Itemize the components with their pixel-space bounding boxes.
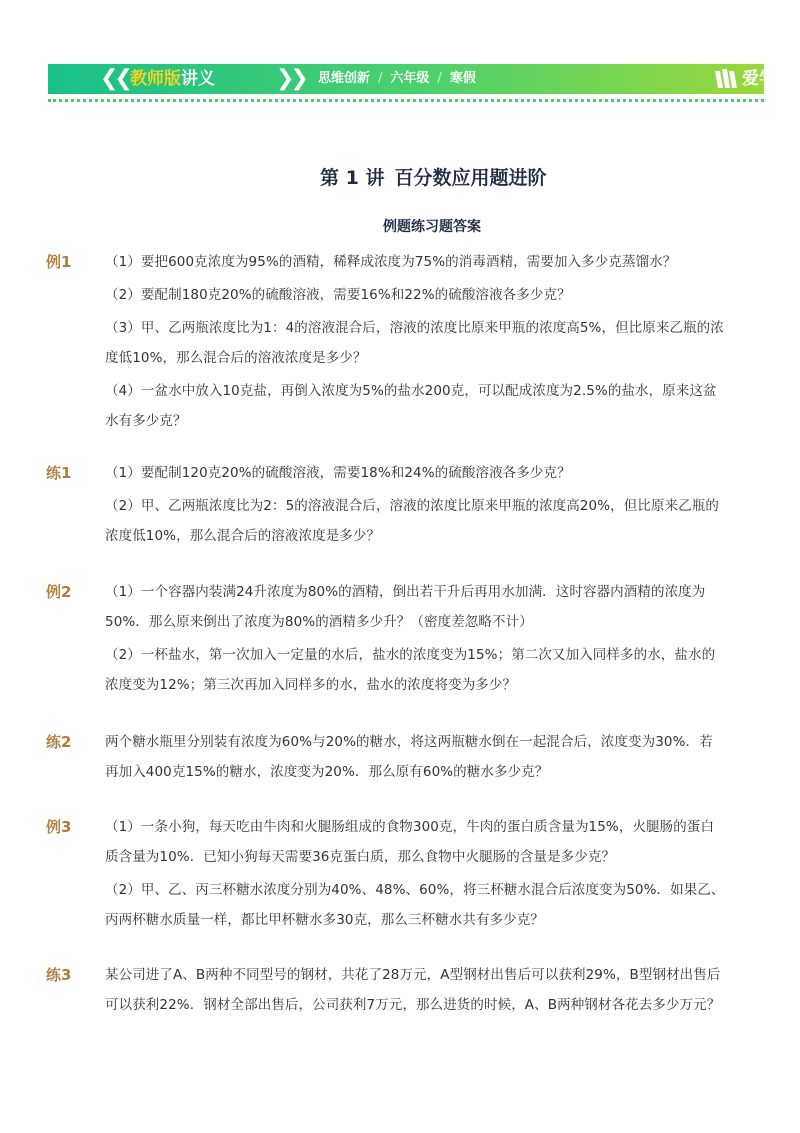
breadcrumb-item: 寒假	[449, 71, 476, 86]
breadcrumb-separator: /	[378, 71, 383, 86]
problem-paragraph: （2）一杯盐水，第一次加入一定量的水后，盐水的浓度变为15%；第二次又加入同样多的水，盐水的浓度变为12%；第三次再加入同样多的水，盐水的浓度将变为多少？	[105, 647, 716, 693]
problem-label: 练3	[46, 966, 72, 984]
problem-body	[105, 577, 726, 700]
problem-practice-2	[46, 727, 726, 787]
problem-paragraph: 某公司进了A、B两种不同型号的钢材，共花了28万元，A型钢材出售后可以获利29%，B型钢材出售后可以获利22%．钢材全部出售后，公司获利7万元，那么进货的时候，A、B两种钢材各花去多少万元？	[105, 967, 721, 1013]
problem-paragraph: （2）甲、乙、丙三杯糖水浓度分别为40%、48%、60%，将三杯糖水混合后浓度变为50%．如果乙、丙两杯糖水质量一样，都比甲杯糖水多30克，那么三杯糖水共有多少克？	[105, 882, 725, 928]
breadcrumb-item: 六年级	[390, 71, 430, 86]
page-title	[320, 163, 546, 190]
breadcrumb-item: 思维创新	[318, 71, 371, 86]
problem-body	[105, 727, 726, 787]
breadcrumb	[318, 64, 476, 94]
problem-paragraph: （2）甲、乙两瓶浓度比为2：5的溶液混合后，溶液的浓度比原来甲瓶的浓度高20%，但比原来乙瓶的浓度低10%，那么混合后的溶液浓度是多少？	[105, 498, 719, 544]
problem-label: 例1	[46, 253, 72, 271]
header-banner	[48, 64, 793, 94]
problem-label: 练2	[46, 733, 72, 751]
problem-label: 练1	[46, 464, 72, 482]
problem-paragraph: （2）要配制180克20%的硫酸溶液，需要16%和22%的硫酸溶液各多少克？	[105, 287, 571, 303]
badge-part1: 教师版	[130, 69, 181, 89]
problem-body	[105, 960, 726, 1020]
header-divider	[48, 99, 764, 102]
problem-paragraph: （3）甲、乙两瓶浓度比为1：4的溶液混合后，溶液的浓度比原来甲瓶的浓度高5%，但比原来乙瓶的浓度低10%，那么混合后的溶液浓度是多少？	[105, 320, 724, 366]
lesson-number: 第 1 讲	[320, 167, 385, 189]
double-chevron-right-icon: ❯❯	[276, 66, 305, 91]
problem-paragraph: （1）要配制120克20%的硫酸溶液，需要18%和24%的硫酸溶液各多少克？	[105, 465, 571, 481]
breadcrumb-separator: /	[437, 71, 442, 86]
problem-paragraph: （4）一盆水中放入10克盐，再倒入浓度为5%的盐水200克，可以配成浓度为2.5%的盐水，原来这盆水有多少克？	[105, 383, 717, 429]
problem-paragraph: （1）一个容器内装满24升浓度为80%的酒精，倒出若干升后再用水加满．这时容器内酒精的浓度为50%．那么原来倒出了浓度为80%的酒精多少升？（密度差忽略不计）	[105, 584, 706, 630]
problem-practice-1	[46, 458, 726, 551]
problem-body	[105, 812, 726, 935]
problem-example-2	[46, 577, 726, 700]
problem-paragraph: （1）一条小狗，每天吃由牛肉和火腿肠组成的食物300克，牛肉的蛋白质含量为15%，火腿肠的蛋白质含量为10%．已知小狗每天需要36克蛋白质，那么食物中火腿肠的含量是多少克？	[105, 819, 715, 865]
lesson-title-text: 百分数应用题进阶	[394, 167, 547, 189]
problem-paragraph: 两个糖水瓶里分别装有浓度为60%与20%的糖水，将这两瓶糖水倒在一起混合后，浓度变为30%．若再加入400克15%的糖水，浓度变为20%．那么原有60%的糖水多少克？	[105, 734, 713, 780]
problem-body	[105, 247, 726, 436]
problem-body	[105, 458, 726, 551]
problem-label: 例3	[46, 818, 72, 836]
section-subtitle: 例题练习题答案	[383, 219, 481, 235]
problem-practice-3	[46, 960, 726, 1020]
badge-part2: 讲义	[181, 69, 215, 89]
double-chevron-left-icon: ❮❮	[100, 66, 129, 91]
edition-badge	[130, 65, 215, 93]
problem-example-3	[46, 812, 726, 935]
brand-mark-icon	[714, 68, 740, 90]
problem-paragraph: （1）要把600克浓度为95%的酒精，稀释成浓度为75%的消毒酒精，需要加入多少克蒸馏水？	[105, 254, 677, 270]
brand-name: 爱学习	[742, 69, 793, 89]
problem-label: 例2	[46, 583, 72, 601]
problem-example-1	[46, 247, 726, 436]
